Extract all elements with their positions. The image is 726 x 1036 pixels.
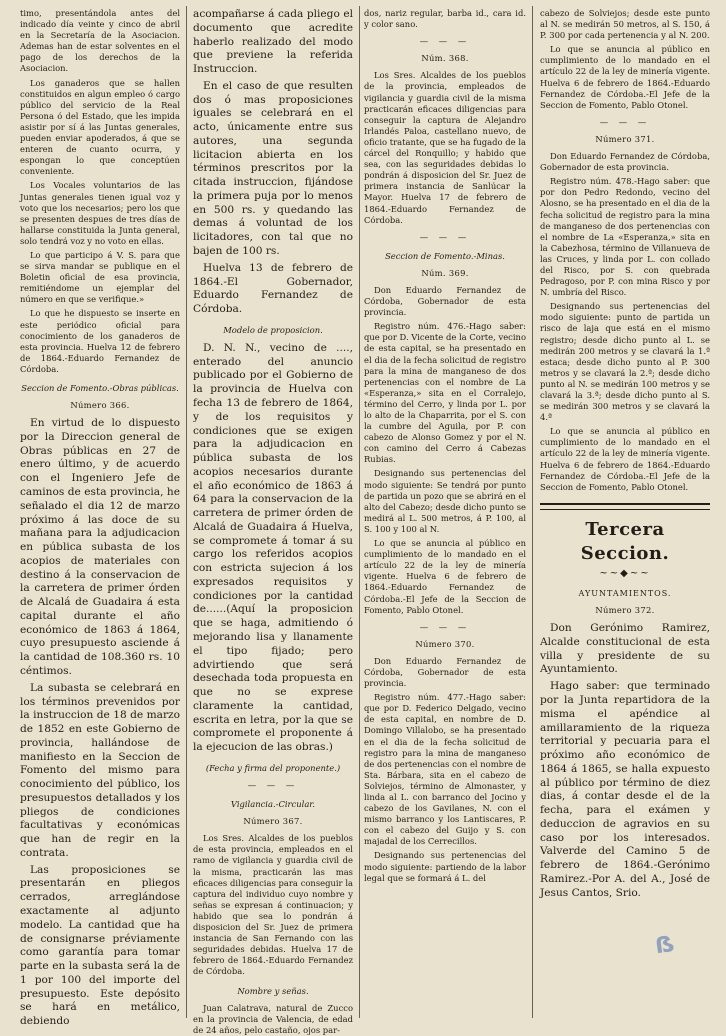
paragraph: Registro núm. 476.-Hago saber: que por D. Vicente de la Corte, vecino de esta capital, se ha presentado en el dia de la fecha solicitud de registro para la mina de manganeso de dos pertenencias con el nombre de La «Esperanza,» sita en el Corralejo, término del Cerro, y linda por L. por lo alto de la Chaparrita, por el S. con la cumbre del Aguila, por P. con cabezo de Alonso Gomez y por el N. con camino del Cerro á Cabezas Rubias. bbox=[364, 321, 526, 465]
separator: — — — bbox=[599, 116, 651, 127]
notice-number: Número 371. bbox=[595, 133, 655, 144]
paragraph: Lo que se anuncia al público en cumplimiento de lo mandado en el artículo 22 de la ley de minería vigente. Huelva 6 de febrero de 1864.-Eduardo Fernandez de Córdoba.-El Jefe de la Seccion de Fomento, Pablo Otonel. bbox=[540, 44, 710, 110]
paragraph: Las proposiciones se presentarán en pliegos cerrados, arreglándose exactamente al adjunto modelo. La cantidad que ha de consignarse préviamente como garantía para tomar parte en la subasta será la de 1 por 100 del importe del presupuesto. Este depósito se hará en metálico, debiendo bbox=[20, 863, 180, 1028]
section-heading: Modelo de proposicion. bbox=[223, 324, 323, 335]
paragraph: timo, presentándola antes del indicado día veinte y cinco de abril en la Secretaría de la Asociacion. Ademas han de estar solventes en el pago de los derechos de la Asociacion. bbox=[20, 8, 180, 74]
section-title: Tercera Seccion. bbox=[580, 518, 670, 564]
paragraph: En virtud de lo dispuesto por la Direccion general de Obras públicas en 27 de enero último, y de acuerdo con el Ingeniero Jefe de caminos de esta provincia, he señalado el dia 12 de marzo próximo á las doce de su mañana para la adjudicacion en pública subasta de los acopios de materiales con destino á la conservacion de la carretera de primer órden de Alcalá de Guadaira á esta capital durante el año económico de 1863 á 1864, cuyo presupuesto asciende á la cantidad de 108.360 rs. 10 céntimos. bbox=[20, 417, 180, 677]
notice-number: Núm. 368. bbox=[421, 53, 469, 64]
paragraph: Don Eduardo Fernandez de Córdoba, Gobernador de esta provincia. bbox=[364, 655, 526, 689]
column-1 bbox=[20, 8, 180, 1028]
signature-note: (Fecha y firma del proponente.) bbox=[205, 762, 341, 773]
column-rule bbox=[186, 6, 187, 1018]
paragraph: Los ganaderos que se hallen constituidos en algun empleo ó cargo público del servicio de la Real Persona ó del Estado, que les impida asistir por sí á las Juntas generales, pueden enviar apoderados, á que se enteren de cuanto ocurra, y espongan lo que conceptúen conveniente. bbox=[20, 77, 180, 177]
notice-number: Número 366. bbox=[70, 400, 130, 411]
separator: — — — bbox=[419, 231, 471, 242]
column-3 bbox=[364, 8, 526, 1018]
paragraph: Juan Calatrava, natural de Zucco en la provincia de Valencia, de edad de 24 años, pelo castaño, ojos par- bbox=[193, 1002, 353, 1035]
paragraph: Lo que he dispuesto se inserte en este periódico oficial para conocimiento de los ganaderos de esta provincia. Huelva 12 de febrero de 1864.-Eduardo Fernandez de Córdoba. bbox=[20, 308, 180, 374]
ornament-divider: ~~◆~~ bbox=[599, 568, 651, 580]
paragraph: Designando sus pertenencias del modo siguiente: partiendo de la labor legal que se formará á L. del bbox=[364, 850, 526, 883]
paragraph: Lo que se anuncia al público en cumplimiento de lo mandado en el artículo 22 de la ley de minería vigente. Huelva 6 de febrero de 1864.-Eduardo Fernandez de Córdoba.-El Jefe de la Seccion de Fomento, Pablo Otonel. bbox=[364, 538, 526, 615]
paragraph: Designando sus pertenencias del modo siguiente: punto de partida un risco de laja que está en el mismo registro; desde dicho punto al L. se medirán 200 metros y se clavará la 1.ª estaca; desde dicho punto al P. 300 metros y se clavará la 2.ª; desde dicho punto al N. se medirán 100 metros y se clavará la 3.ª; desde dicho punto al S. se medirán 300 metros y se clavará la 4.ª bbox=[540, 301, 710, 423]
paragraph: Los Sres. Alcaldes de los pueblos de la provincia, empleados de vigilancia y guardia civil de la misma practicarán eficaces diligencias para conseguir la captura de Alejandro Irlandés Paloa, castellano nuevo, de oficio tratante, que se ha fugado de la cárcel del Ronquillo; y habido que sea, con las seguridades debidas lo pondrán á disposicion del Sr. Juez de primera instancia de Sanlúcar la Mayor. Huelva 17 de febrero de 1864.-Eduardo Fernandez de Córdoba. bbox=[364, 70, 526, 225]
separator: — — — bbox=[419, 36, 471, 47]
paragraph: dos, nariz regular, barba id., cara id. y color sano. bbox=[364, 8, 526, 30]
paragraph: Lo que participo á V. S. para que se sirva mandar se publique en el Boletin oficial de esa provincia, remitiéndome un ejemplar del número en que se verifique.» bbox=[20, 249, 180, 305]
paragraph: La subasta se celebrará en los términos prevenidos por la instruccion de 18 de marzo de 1852 en este Gobierno de provincia, hallándose de manifiesto en la Seccion de Fomento del mismo para conocimiento del público, los presupuestos detallados y los pliegos de condiciones facultativas y económicas que han de regir en la contrata. bbox=[20, 681, 180, 859]
paragraph: Hago saber: que terminado por la Junta repartidora de la misma el apéndice al amillaramiento de la riqueza territorial y pecuaria para el próximo año económico de 1864 á 1865, se halla expuesto al público por término de diez dias, á contar desde el de la fecha, para el exámen y deduccion de agravios en su caso por los interesados. Valverde del Camino 5 de febrero de 1864.-Gerónimo Ramirez.-Por A. del A., José de Jesus Cantos, Srio. bbox=[540, 680, 710, 899]
section-rule bbox=[540, 503, 710, 510]
paragraph: Los Sres. Alcaldes de los pueblos de esta provincia, empleados en el ramo de vigilancia y guardia civil de la misma, practicarán las mas eficaces diligencias para conseguir la captura del individuo cuyo nombre y señas se expresan á continuacion; y habido que sea lo pondrán á disposicion del Sr. Juez de primera instancia de San Fernando con las seguridades debidas. Huelva 17 de febrero de 1864.-Eduardo Fernandez de Córdoba. bbox=[193, 833, 353, 977]
notice-number: Número 372. bbox=[595, 605, 655, 616]
paragraph: Don Eduardo Fernandez de Córdoba, Gobernador de esta provincia. bbox=[364, 284, 526, 318]
column-rule bbox=[532, 6, 533, 1018]
paragraph: Don Gerónimo Ramirez, Alcalde constitucional de esta villa y presidente de su Ayuntamiento. bbox=[540, 622, 710, 676]
separator: — — — bbox=[419, 621, 471, 632]
section-heading: Nombre y señas. bbox=[237, 985, 309, 996]
notice-number: Número 367. bbox=[243, 816, 303, 827]
paragraph: cabezo de Solviejos; desde este punto al N. se medirán 50 metros, al S. 150, á P. 300 por cada pertenencia y al N. 200. bbox=[540, 8, 710, 41]
section-heading: Seccion de Fomento.-Obras públicas. bbox=[21, 383, 179, 393]
paragraph: En el caso de que resulten dos ó mas proposiciones iguales se celebrará en el acto, únicamente entre sus autores, una segunda licitacion abierta en los términos prescritos por la citada instruccion, fijándose la primera puja por lo menos en 500 rs. y quedando las demas á voluntad de los licitadores, con tal que no bajen de 100 rs. bbox=[193, 79, 353, 258]
paragraph: Registro núm. 478.-Hago saber: que por don Pedro Redondo, vecino del Alosno, se ha presentado en el dia de la fecha solicitud de registro para la mina de manganeso de dos pertenencias con el nombre de La «Esperanza,» sita en la Cabezhosa, término de Villanueva de las Cruces, y linda por L. con collado del Risco, por S. con quebrada Pedragoso, por P. con mina Risco y por N. umbría del Risco. bbox=[540, 176, 710, 298]
column-rule bbox=[359, 6, 360, 1018]
notice-number: Número 370. bbox=[415, 638, 475, 649]
paragraph: Huelva 13 de febrero de 1864.-El Gobernador, Eduardo Fernandez de Córdoba. bbox=[193, 261, 353, 316]
library-stamp: ẞ bbox=[653, 931, 677, 960]
paragraph: Los Vocales voluntarios de las Juntas generales tienen igual voz y voto que los necesarios; pero los que se presenten despues de tres días de hallarse constituida la Junta general, solo tendrá voz y no voto en ellas. bbox=[20, 180, 180, 246]
subsection-heading: AYUNTAMIENTOS. bbox=[578, 588, 672, 598]
column-4 bbox=[540, 8, 710, 1018]
paragraph: acompañarse á cada pliego el documento que acredite haberlo realizado del modo que previene la referida Instruccion. bbox=[193, 8, 353, 76]
separator: — — — bbox=[247, 780, 299, 790]
paragraph: Designando sus pertenencias del modo siguiente: Se tendrá por punto de partida un pozo que se abrirá en el alto del Cabezo; desde dicho punto se medirá al L. 500 metros, á P. 100, al S. 100 y 100 al N. bbox=[364, 468, 526, 534]
section-heading: Seccion de Fomento.-Minas. bbox=[385, 250, 505, 261]
notice-number: Núm. 369. bbox=[421, 267, 469, 278]
column-2 bbox=[193, 8, 353, 1035]
paragraph: D. N. N., vecino de ...., enterado del anuncio publicado por el Gobierno de la provincia de Huelva con fecha 13 de febrero de 1864, y de los requisitos y condiciones que se exigen para la adjudicacion en pública subasta de los acopios necesarios durante el año económico de 1863 á 64 para la conservacion de la carretera de primer órden de Alcalá de Guadaira á Huelva, se compromete á tomar á su cargo los referidos acopios con estricta sujecion á los expresados requisitos y condiciones por la cantidad de......(Aquí la proposicion que se haga, admitiendo ó mejorando lisa y llanamente el tipo fijado; pero advirtiendo que será desechada toda propuesta en que no se exprese claramente la cantidad, escrita en letra, por la que se compromete el proponente á la ejecucion de las obras.) bbox=[193, 341, 353, 754]
paragraph: Lo que se anuncia al público en cumplimiento de lo mandado en el artículo 22 de la ley de minería vigente. Huelva 6 de febrero de 1864.-Eduardo Fernandez de Córdoba.-El Jefe de la Seccion de Fomento, Pablo Otonel. bbox=[540, 426, 710, 492]
paragraph: Don Eduardo Fernandez de Córdoba, Gobernador de esta provincia. bbox=[540, 151, 710, 173]
paragraph: Registro núm. 477.-Hago saber: que por D. Federico Delgado, vecino de esta capital, en nombre de D. Domingo Villalobo, se ha presentado en el dia de la fecha solicitud de registro para la mina de manganeso de dos pertenencias con el nombre de Sta. Bárbara, sita en el cabezo de Solviejos, término de Almonaster, y linda al L. con barranco del Jocino y cabezo de los Gavilanes, N. con el mismo barranco y los Lantiscares, P. con el cabezo del Guijo y S. con majadal de los Cerrecillos. bbox=[364, 692, 526, 847]
section-heading: Vigilancia.-Circular. bbox=[230, 799, 316, 810]
